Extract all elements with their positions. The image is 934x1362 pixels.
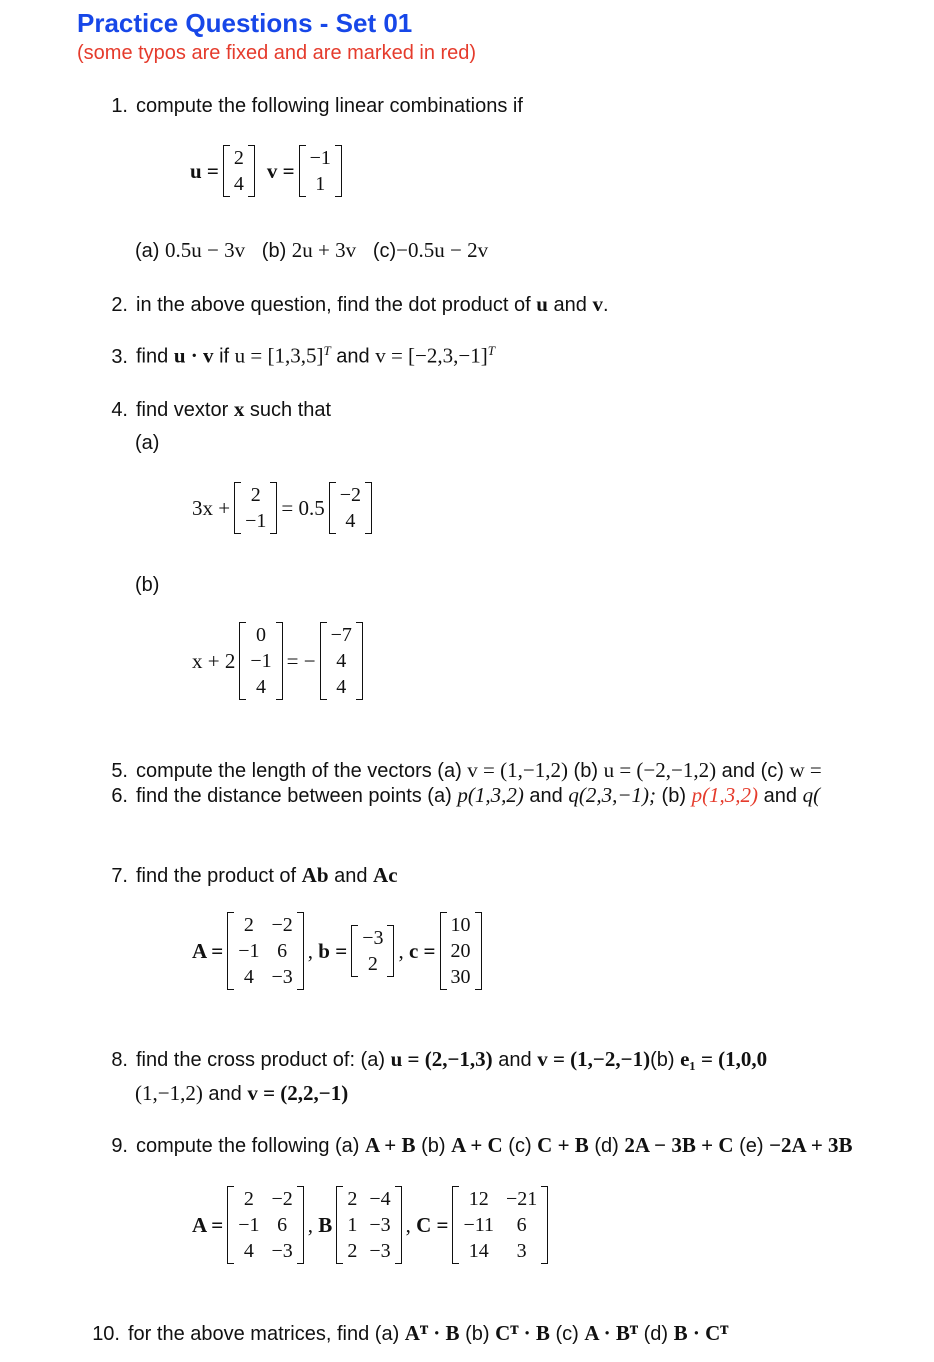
matrix: 0 −1 4 bbox=[239, 622, 282, 700]
q7-matrices: A = 2 −2 −1 6 4 −3 , b = −3 2 , c = 10 20 30 bbox=[192, 912, 486, 990]
matrix-c: 10 20 30 bbox=[440, 912, 482, 990]
question-6: 6. find the distance between points (a) p(1,3,2) and q(2,3,−1); (b) p(1,3,2) and q( bbox=[111, 783, 821, 807]
question-5: 5. compute the length of the vectors (a) v = (1,−1,2) (b) u = (−2,−1,2) and (c) w = bbox=[111, 758, 822, 782]
page-subtitle: (some typos are fixed and are marked in red) bbox=[77, 42, 477, 64]
question-4: 4. find vextor x such that bbox=[111, 397, 332, 421]
q4-part-b-label: (b) bbox=[135, 574, 160, 596]
matrix: −7 4 4 bbox=[320, 622, 363, 700]
q1-parts: (a) 0.5u − 3v (b) 2u + 3v (c)−0.5u − 2v bbox=[135, 238, 489, 262]
question-8: 8. find the cross product of: (a) u = (2,−1,3) and v = (1,−2,−1)(b) e₁ = (1,0,0 bbox=[111, 1047, 768, 1071]
matrix-A: 2 −2 −1 6 4 −3 bbox=[227, 1186, 304, 1264]
matrix-A: 2 −2 −1 6 4 −3 bbox=[227, 912, 304, 990]
question-9: 9. compute the following (a) A + B (b) A + C (c) C + B (d) 2A − 3B + C (e) −2A + 3B bbox=[111, 1133, 853, 1157]
page-title: Practice Questions - Set 01 bbox=[77, 8, 413, 38]
question-1: 1. compute the following linear combinations if bbox=[111, 95, 523, 117]
matrix: 2 −1 bbox=[234, 482, 277, 534]
q9-matrices: A = 2 −2 −1 6 4 −3 , B 2 −4 1 −3 2 −3 , C = 12 −21 −11 6 14 3 bbox=[192, 1186, 552, 1264]
q1-vectors: u = 2 4 v = −1 1 bbox=[190, 145, 346, 197]
question-7: 7. find the product of Ab and Ac bbox=[111, 863, 398, 887]
matrix-C: 12 −21 −11 6 14 3 bbox=[452, 1186, 548, 1264]
q4-equation-a: 3x + 2 −1 = 0.5 −2 4 bbox=[192, 482, 376, 534]
matrix-u: 2 4 bbox=[223, 145, 255, 197]
question-3: 3. find u · v if $u = [1,3,5]^T$ and $v = [-2,3,-1]^T$ bbox=[111, 343, 495, 368]
matrix-b: −3 2 bbox=[351, 925, 394, 977]
matrix-B: 2 −4 1 −3 2 −3 bbox=[336, 1186, 401, 1264]
matrix-v: −1 1 bbox=[299, 145, 342, 197]
q4-equation-b: x + 2 0 −1 4 = − −7 4 4 bbox=[192, 622, 367, 700]
question-2: 2. in the above question, find the dot product of u and v. bbox=[111, 292, 609, 316]
matrix: −2 4 bbox=[329, 482, 372, 534]
q4-part-a-label: (a) bbox=[135, 432, 160, 454]
question-8-line-2: (1,−1,2) and v = (2,2,−1) bbox=[135, 1081, 349, 1105]
question-10: 10. for the above matrices, find (a) Aᵀ · B (b) Cᵀ · B (c) A · Bᵀ (d) B · Cᵀ bbox=[92, 1321, 729, 1345]
